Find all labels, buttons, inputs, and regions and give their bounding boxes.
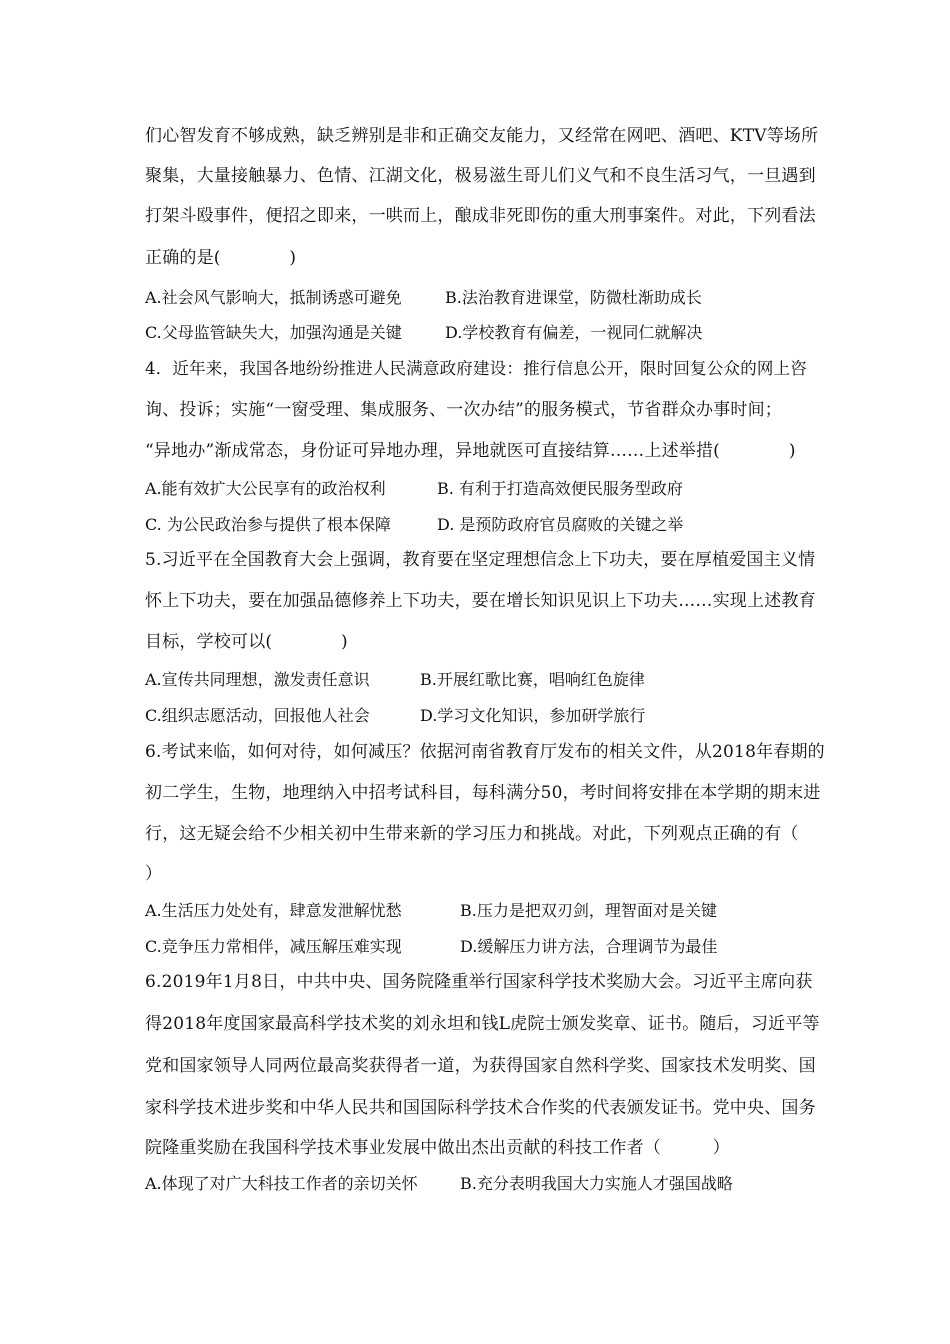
q5-line-2: 怀上下功夫，要在加强品德修养上下功夫，要在增长知识见识上下功夫……实现上述教育	[145, 591, 816, 611]
q6-option-d[interactable]: D.缓解压力讲方法，合理调节为最佳	[460, 937, 718, 956]
q3-option-c[interactable]: C.父母监管缺失大，加强沟通是关键	[145, 323, 402, 342]
q5-option-a[interactable]: A.宣传共同理想，激发责任意识	[145, 670, 370, 689]
q7-line-3: 党和国家领导人同两位最高奖获得者一道，为获得国家自然科学奖、国家技术发明奖、国	[145, 1056, 816, 1076]
q5-line-1: 5.习近平在全国教育大会上强调，教育要在坚定理想信念上下功夫，要在厚植爱国主义情	[145, 550, 816, 570]
q7-option-a[interactable]: A.体现了对广大科技工作者的亲切关怀	[145, 1174, 418, 1193]
q3-option-a[interactable]: A.社会风气影响大，抵制诱惑可避免	[145, 288, 402, 307]
q6-line-2: 初二学生，生物，地理纳入中招考试科目，每科满分50，考时间将安排在本学期的期末进	[145, 783, 821, 803]
q5-option-d[interactable]: D.学习文化知识，参加研学旅行	[420, 706, 646, 725]
q5-option-b[interactable]: B.开展红歌比赛，唱响红色旋律	[420, 670, 645, 689]
q3-line-4: 正确的是( )	[145, 248, 297, 268]
q3-line-1: 们心智发育不够成熟，缺乏辨别是非和正确交友能力，又经常在网吧、酒吧、KTV等场所	[145, 126, 819, 146]
q7-line-1: 6.2019年1月8日，中共中央、国务院隆重举行国家科学技术奖励大会。习近平主席向获	[145, 972, 813, 992]
q6-line-1: 6.考试来临，如何对待，如何减压？依据河南省教育厅发布的相关文件，从2018年春期的	[145, 742, 825, 762]
q7-option-b[interactable]: B.充分表明我国大力实施人才强国战略	[460, 1174, 733, 1193]
q7-line-5: 院隆重奖励在我国科学技术事业发展中做出杰出贡献的科技工作者（ ）	[145, 1138, 730, 1158]
q3-option-b[interactable]: B.法治教育进课堂，防微杜渐助成长	[445, 288, 702, 307]
q4-option-c[interactable]: C. 为公民政治参与提供了根本保障	[145, 515, 391, 534]
q6-option-a[interactable]: A.生活压力处处有，肆意发泄解忧愁	[145, 901, 402, 920]
q4-line-1: 4．近年来，我国各地纷纷推进人民满意政府建设：推行信息公开，限时回复公众的网上咨	[145, 359, 807, 378]
q4-option-a[interactable]: A.能有效扩大公民享有的政治权利	[145, 479, 386, 498]
q4-line-2: 询、投诉；实施“一窗受理、集成服务、一次办结”的服务模式，节省群众办事时间；	[145, 400, 782, 420]
q3-line-2: 聚集，大量接触暴力、色情、江湖文化，极易滋生哥儿们义气和不良生活习气，一旦遇到	[145, 166, 816, 186]
q6-option-b[interactable]: B.压力是把双刃剑，理智面对是关键	[460, 901, 717, 920]
q4-option-b[interactable]: B. 有利于打造高效便民服务型政府	[437, 479, 683, 498]
q4-line-3: “异地办”渐成常态，身份证可异地办理，异地就医可直接结算……上述举措( )	[145, 441, 796, 461]
q7-line-4: 家科学技术进步奖和中华人民共和国国际科学技术合作奖的代表颁发证书。党中央、国务	[145, 1098, 816, 1118]
q5-line-3: 目标，学校可以( )	[145, 632, 348, 652]
q7-line-2: 得2018年度国家最高科学技术奖的刘永坦和钱L虎院士颁发奖章、证书。随后，习近平等	[145, 1014, 820, 1034]
q6-line-4: ）	[145, 864, 163, 884]
q6-line-3: 行，这无疑会给不少相关初中生带来新的学习压力和挑战。对此，下列观点正确的有（	[145, 824, 799, 844]
q6-option-c[interactable]: C.竞争压力常相伴，减压解压难实现	[145, 937, 402, 956]
q4-option-d[interactable]: D. 是预防政府官员腐败的关键之举	[437, 515, 684, 534]
q5-option-c[interactable]: C.组织志愿活动，回报他人社会	[145, 706, 370, 725]
q3-line-3: 打架斗殴事件，便招之即来，一哄而上，酿成非死即伤的重大刑事案件。对此，下列看法	[145, 206, 816, 226]
q3-option-d[interactable]: D.学校教育有偏差，一视同仁就解决	[445, 323, 703, 342]
